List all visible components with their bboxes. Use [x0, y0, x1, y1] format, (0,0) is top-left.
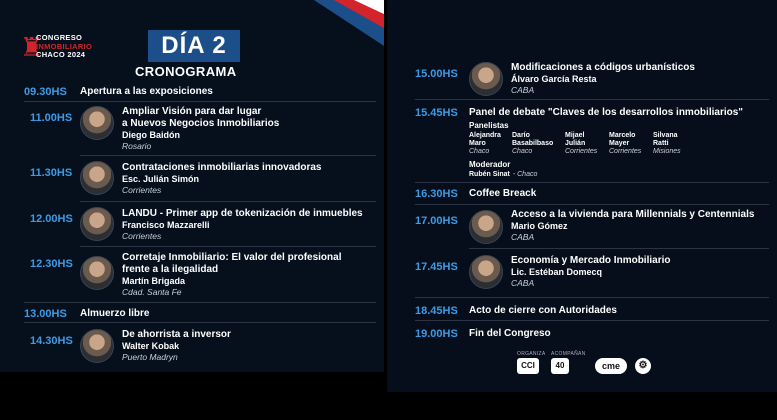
- panelist: [653, 132, 681, 156]
- schedule-item: [511, 209, 754, 242]
- item-title: Ampliar Visión para dar lugar: [122, 106, 262, 117]
- schedule-item: [415, 188, 536, 200]
- sponsor-logo-cci: CCI: [517, 358, 539, 374]
- panelist-last: Mayer: [609, 140, 630, 147]
- item-time: 11.30HS: [30, 167, 73, 179]
- item-time: 12.30HS: [30, 258, 73, 270]
- divider: [469, 248, 769, 249]
- item-title: Acceso a la vivienda para Millennials y Centennials: [511, 209, 755, 220]
- schedule-item: [122, 208, 363, 241]
- schedule-title: CRONOGRAMA: [135, 64, 237, 79]
- divider: [415, 99, 769, 100]
- gear-icon: ⚙: [635, 358, 651, 374]
- panelist: [565, 132, 597, 156]
- panelist-place: Corrientes: [609, 148, 642, 155]
- sponsor-logo-cme: cme: [595, 358, 627, 374]
- divider: [80, 246, 376, 247]
- moderator: [469, 171, 537, 179]
- panelist-last: Basabilbaso: [512, 140, 554, 147]
- divider: [415, 297, 769, 298]
- speaker-name: Walter Kobak: [122, 341, 180, 351]
- speaker-name: Francisco Mazzarelli: [122, 220, 210, 230]
- item-time: 14.30HS: [30, 335, 73, 347]
- decorative-stripe: [294, 0, 384, 50]
- speaker-avatar: [469, 62, 503, 96]
- speaker-avatar: [469, 210, 503, 244]
- speaker-name: Martín Brigada: [122, 276, 186, 286]
- sponsor-logo-40: 40: [551, 358, 569, 374]
- panelist-first: Mijael: [565, 132, 585, 139]
- divider: [415, 204, 769, 205]
- schedule-item: [415, 305, 617, 317]
- item-time: 17.00HS: [415, 215, 458, 227]
- schedule-item: [122, 252, 342, 297]
- panelist-first: Darío: [512, 132, 530, 139]
- speaker-avatar: [80, 161, 114, 195]
- item-time: 13.00HS: [24, 308, 67, 320]
- panelist-place: Corrientes: [565, 148, 598, 155]
- organiza-label: ORGANIZA: [517, 351, 546, 357]
- day-badge: DÍA 2: [148, 30, 240, 62]
- item-title: Apertura a las exposiciones: [80, 86, 213, 97]
- item-time-wrap: [30, 112, 80, 124]
- item-time-wrap: [415, 261, 465, 273]
- speaker-name: Esc. Julián Simón: [122, 174, 200, 184]
- speaker-place: Cdad. Santa Fe: [122, 287, 182, 297]
- schedule-item: [511, 62, 695, 95]
- speaker-place: Corrientes: [122, 185, 162, 195]
- logo-line-3: CHACO 2024: [36, 50, 86, 60]
- congress-logo: [20, 32, 92, 62]
- item-time: 17.45HS: [415, 261, 458, 273]
- panelist-first: Alejandra: [469, 132, 501, 139]
- speaker-place: CABA: [511, 278, 535, 288]
- item-title: Acto de cierre con Autoridades: [469, 305, 617, 316]
- panelist-place: Chaco: [469, 148, 490, 155]
- item-time: 12.00HS: [30, 213, 73, 225]
- item-title: Almuerzo libre: [80, 308, 150, 319]
- panelists-label: Panelistas: [469, 121, 509, 130]
- item-title: Fin del Congreso: [469, 328, 551, 339]
- item-time: 15.45HS: [415, 107, 458, 119]
- speaker-avatar: [80, 207, 114, 241]
- item-time-wrap: [30, 335, 80, 347]
- item-time: 18.45HS: [415, 305, 458, 317]
- schedule-item: [415, 107, 743, 119]
- schedule-item: [415, 328, 551, 340]
- schedule-item: [511, 255, 670, 288]
- schedule-item: [24, 86, 213, 98]
- logo-line-1: CONGRESO: [36, 33, 83, 43]
- moderator-name: Rubén Sinat: [469, 171, 510, 178]
- item-title: Panel de debate "Claves de los desarrollos inmobiliarios": [469, 107, 744, 118]
- logo-line-2: INMOBILIARIO: [36, 41, 93, 51]
- divider: [415, 320, 769, 321]
- panelist-last: Maro: [469, 140, 486, 147]
- schedule-item: [24, 308, 149, 320]
- divider: [80, 201, 376, 202]
- moderator-place: - Chaco: [512, 171, 538, 178]
- item-time-wrap: [30, 167, 80, 179]
- speaker-name: Lic. Estéban Domecq: [511, 267, 603, 277]
- item-title: Modificaciones a códigos urbanísticos: [511, 62, 695, 73]
- item-title: Coffee Breack: [469, 188, 537, 199]
- item-title: LANDU - Primer app de tokenización de inmuebles: [122, 208, 363, 219]
- divider: [24, 302, 376, 303]
- panelist-place: Chaco: [512, 148, 533, 155]
- item-time-wrap: [30, 258, 80, 270]
- divider: [415, 182, 769, 183]
- item-time: 15.00HS: [415, 68, 458, 80]
- item-title: De ahorrista a inversor: [122, 329, 231, 340]
- panelist-last: Ratti: [653, 140, 669, 147]
- speaker-avatar: [469, 255, 503, 289]
- panelist-first: Silvana: [653, 132, 678, 139]
- speaker-name: Diego Baidón: [122, 130, 180, 140]
- item-time-wrap: [415, 215, 465, 227]
- item-title-line2: a Nuevos Negocios Inmobiliarios: [122, 118, 280, 129]
- speaker-avatar: [80, 106, 114, 140]
- speaker-place: Rosario: [122, 141, 152, 151]
- speaker-name: Mario Gómez: [511, 221, 568, 231]
- speaker-place: CABA: [511, 232, 535, 242]
- item-time: 19.00HS: [415, 328, 458, 340]
- divider: [24, 101, 376, 102]
- item-time: 11.00HS: [30, 112, 73, 124]
- item-title: Economía y Mercado Inmobiliario: [511, 255, 671, 266]
- item-time-wrap: [30, 213, 80, 225]
- panelist-first: Marcelo: [609, 132, 636, 139]
- speaker-place: Puerto Madryn: [122, 352, 178, 362]
- speaker-name: Álvaro García Resta: [511, 74, 597, 84]
- acompanan-label: ACOMPAÑAN: [551, 351, 586, 357]
- right-panel: [387, 0, 777, 392]
- speaker-avatar: [80, 256, 114, 290]
- item-time-wrap: [415, 68, 465, 80]
- item-title: Contrataciones inmobiliarias innovadoras: [122, 162, 322, 173]
- tower-icon: ♜: [20, 32, 44, 62]
- speaker-place: CABA: [511, 85, 535, 95]
- speaker-place: Corrientes: [122, 231, 162, 241]
- moderator-label: Moderador: [469, 160, 511, 169]
- speaker-avatar: [80, 329, 114, 363]
- panelist: [512, 132, 553, 156]
- left-panel: [0, 0, 384, 372]
- divider: [24, 322, 376, 323]
- item-time: 16.30HS: [415, 188, 458, 200]
- schedule-item: [122, 106, 279, 151]
- item-time: 09.30HS: [24, 86, 67, 98]
- panelist-place: Misiones: [653, 148, 681, 155]
- schedule-item: [122, 162, 322, 195]
- schedule-item: [122, 329, 231, 362]
- panelist-last: Julián: [565, 140, 586, 147]
- panelist: [609, 132, 641, 156]
- item-title: Corretaje Inmobiliario: El valor del profesional: [122, 252, 342, 263]
- divider: [80, 155, 376, 156]
- panelist: [469, 132, 501, 156]
- item-title-line2: frente a la ilegalidad: [122, 264, 219, 275]
